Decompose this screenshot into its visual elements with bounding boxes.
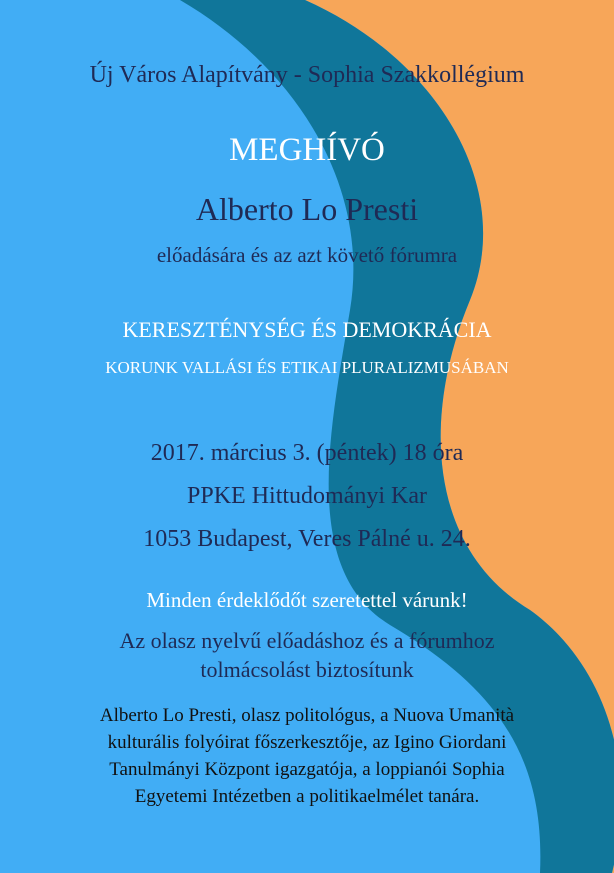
interpretation-line-2: tolmácsolást biztosítunk	[200, 657, 414, 682]
bio-line-3: Tanulmányi Központ igazgatója, a loppianói Sophia	[109, 759, 505, 780]
topic-title: KERESZTÉNYSÉG ÉS DEMOKRÁCIA	[122, 317, 492, 342]
speaker-name: Alberto Lo Presti	[195, 191, 419, 227]
invitation-heading: MEGHÍVÓ	[229, 132, 385, 168]
event-address: 1053 Budapest, Veres Pálné u. 24.	[143, 526, 471, 552]
event-date-time: 2017. március 3. (péntek) 18 óra	[150, 440, 464, 466]
event-venue: PPKE Hittudományi Kar	[187, 483, 427, 509]
topic-subtitle: KORUNK VALLÁSI ÉS ETIKAI PLURALIZMUSÁBAN	[105, 358, 509, 377]
organizers-line: Új Város Alapítvány - Sophia Szakkollégium	[89, 62, 525, 88]
welcome-text: Minden érdeklődőt szeretettel várunk!	[146, 588, 468, 612]
bio-line-1: Alberto Lo Presti, olasz politológus, a Nuova Umanità	[99, 705, 515, 726]
lecture-subtitle: előadására és az azt követő fórumra	[156, 243, 458, 267]
interpretation-line-1: Az olasz nyelvű előadáshoz és a fórumhoz	[119, 628, 495, 653]
bio-line-2: kulturális folyóirat főszerkesztője, az Igino Giordani	[107, 732, 507, 753]
bio-line-4: Egyetemi Intézetben a politikaelmélet tanára.	[134, 786, 480, 807]
